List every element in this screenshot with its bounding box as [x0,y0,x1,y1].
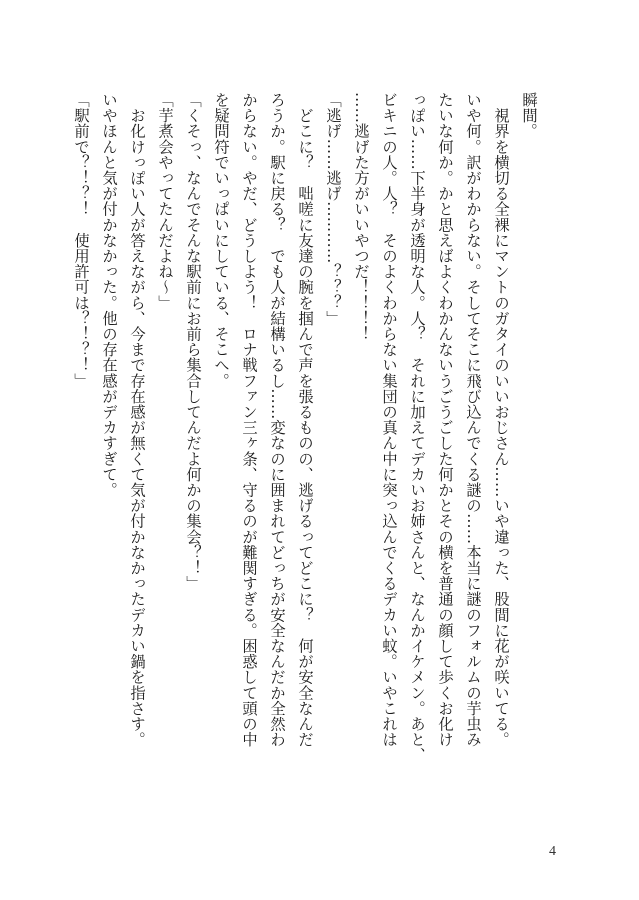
text-line: 視界を横切る全裸にマントのガタイのいいおじさん……いや違った、股間に花が咲いてる。 [492,92,510,748]
vertical-text-body [67,92,543,832]
text-line: からない。やだ、どうしよう！ ロナ戦ファン三ヶ条、守るのが難関すぎる。困惑して頭の中 [240,92,258,748]
text-line: ろうか。駅に戻る？ でも人が結構いるし……変なのに囲まれてどっちが安全なんだか全然わ [268,92,286,748]
text-line: っぽい……下半身が透明な人。人？ それに加えてデカいお姉さんと、なんかイケメン。あと、 [408,92,426,763]
text-line: 「駅前で？！？！ 使用許可は？！？！」 [72,92,90,389]
text-line: 「くそっ、なんでそんな駅前にお前ら集合してんだよ何かの集会？！」 [184,92,202,592]
text-line: 瞬間。 [520,92,538,139]
text-line: ビキニの人。人？ そのよくわからない集団の真ん中に突っ込んでくるデカい蚊。いやこれは [380,92,398,748]
text-line: 「芋煮会やってたんだよね〜」 [156,92,174,311]
text-line: いや何。訳がわからない。そしてそこに飛び込んでくる謎の……本当に謎のフォルムの芋虫み [464,92,482,748]
text-line: どこに？ 咄嗟に友達の腕を掴んで声を張るものの、逃げるってどこに？ 何が安全なんだ [296,92,314,748]
text-line: たいな何か。かと思えばよくわかんないうごうごした何かとその横を普通の顔して歩くお化け [436,92,454,748]
text-line: お化けっぽい人が答えながら、今まで存在感が無くて気が付かなかったデカい鍋を指さす。 [128,92,146,748]
text-line: 「逃げ……逃げ…………？？？」 [324,92,342,326]
text-line: ……逃げた方がいいやつだ！！！！ [352,92,370,342]
text-line: を疑問符でいっぱいにしている、そこへ。 [212,92,230,389]
page-number: 4 [549,844,556,859]
text-line: いやほんと気が付かなかった。他の存在感がデカすぎて。 [100,92,118,498]
